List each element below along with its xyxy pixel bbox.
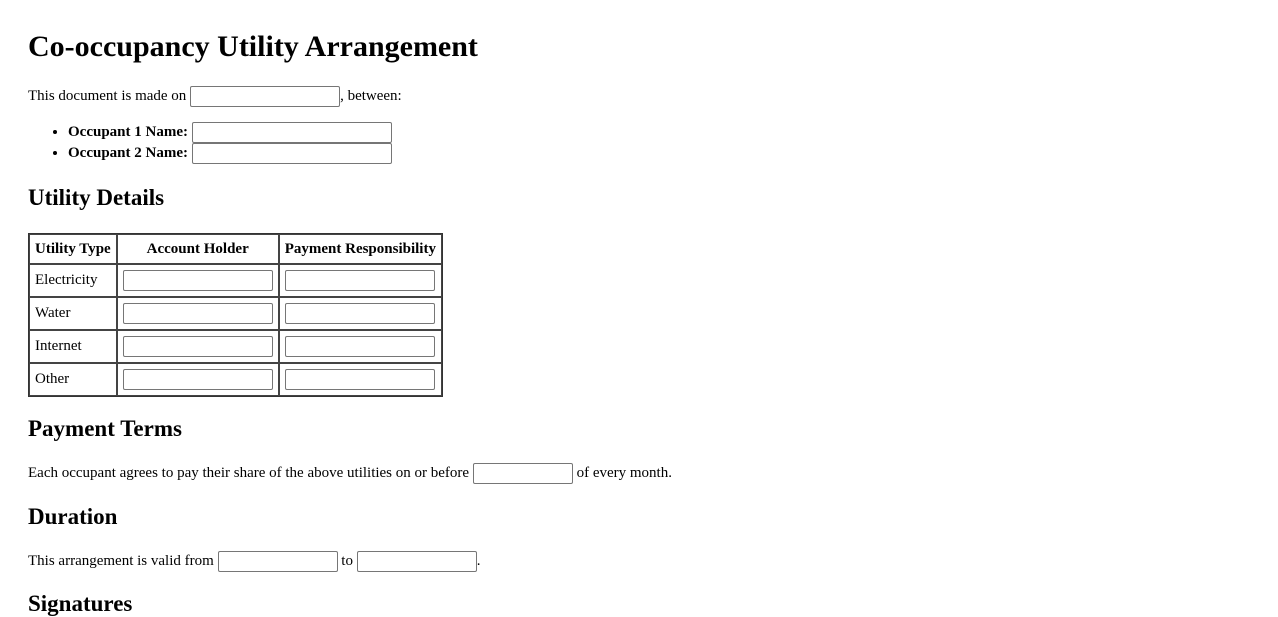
electricity-payment-responsibility-input[interactable] (285, 270, 435, 291)
utility-details-heading: Utility Details (28, 185, 165, 210)
col-utility-type: Utility Type (29, 234, 117, 264)
utility-type-cell: Water (29, 297, 117, 330)
payment-responsibility-cell (279, 330, 442, 363)
payment-responsibility-cell (279, 363, 442, 396)
table-row (29, 330, 442, 363)
other-payment-responsibility-input[interactable] (285, 369, 435, 390)
occupant-2-item (68, 143, 392, 164)
account-holder-cell (117, 264, 279, 297)
signatures-heading: Signatures (28, 591, 133, 616)
water-account-holder-input[interactable] (123, 303, 273, 324)
payment-terms-heading: Payment Terms (28, 416, 182, 441)
occupant-1-item (68, 122, 392, 143)
utility-type-cell: Other (29, 363, 117, 396)
table-row (29, 297, 442, 330)
utility-type-cell: Electricity (29, 264, 117, 297)
payment-day-input[interactable] (473, 463, 573, 484)
start-date-input[interactable] (218, 551, 338, 572)
account-holder-cell (117, 363, 279, 396)
duration-suffix: . (476, 553, 481, 569)
occupant-1-label: Occupant 1 Name: (68, 124, 188, 140)
col-payment-responsibility: Payment Responsibility (279, 234, 442, 264)
duration-heading: Duration (28, 504, 118, 529)
document-date-input[interactable] (190, 86, 340, 107)
end-date-input[interactable] (357, 551, 477, 572)
payment-responsibility-cell (279, 264, 442, 297)
duration-line (28, 550, 480, 572)
water-payment-responsibility-input[interactable] (285, 303, 435, 324)
col-account-holder: Account Holder (117, 234, 279, 264)
occupant-2-label: Occupant 2 Name: (68, 145, 188, 162)
intro-prefix: This document is made on (28, 88, 187, 104)
intro-suffix: , between: (340, 88, 402, 104)
occupant-2-name-input[interactable] (192, 143, 392, 164)
payment-terms-line (28, 462, 672, 484)
occupant-list (28, 122, 392, 164)
table-row (29, 363, 442, 396)
account-holder-cell (117, 330, 279, 363)
account-holder-cell (117, 297, 279, 330)
other-account-holder-input[interactable] (123, 369, 273, 390)
internet-account-holder-input[interactable] (123, 336, 273, 357)
electricity-account-holder-input[interactable] (123, 270, 273, 291)
internet-payment-responsibility-input[interactable] (285, 336, 435, 357)
utility-type-cell: Internet (29, 330, 117, 363)
intro-line (28, 85, 402, 107)
payment-terms-prefix: Each occupant agrees to pay their share of the above utilities on or before (28, 465, 470, 481)
duration-middle: to (341, 553, 353, 569)
payment-terms-suffix: of every month. (576, 465, 672, 481)
duration-prefix: This arrangement is valid from (28, 553, 214, 569)
page-title: Co-occupancy Utility Arrangement (28, 30, 478, 63)
occupant-1-name-input[interactable] (192, 122, 392, 143)
utility-table (28, 233, 443, 397)
payment-responsibility-cell (279, 297, 442, 330)
utility-table-header (29, 234, 442, 264)
table-row (29, 264, 442, 297)
